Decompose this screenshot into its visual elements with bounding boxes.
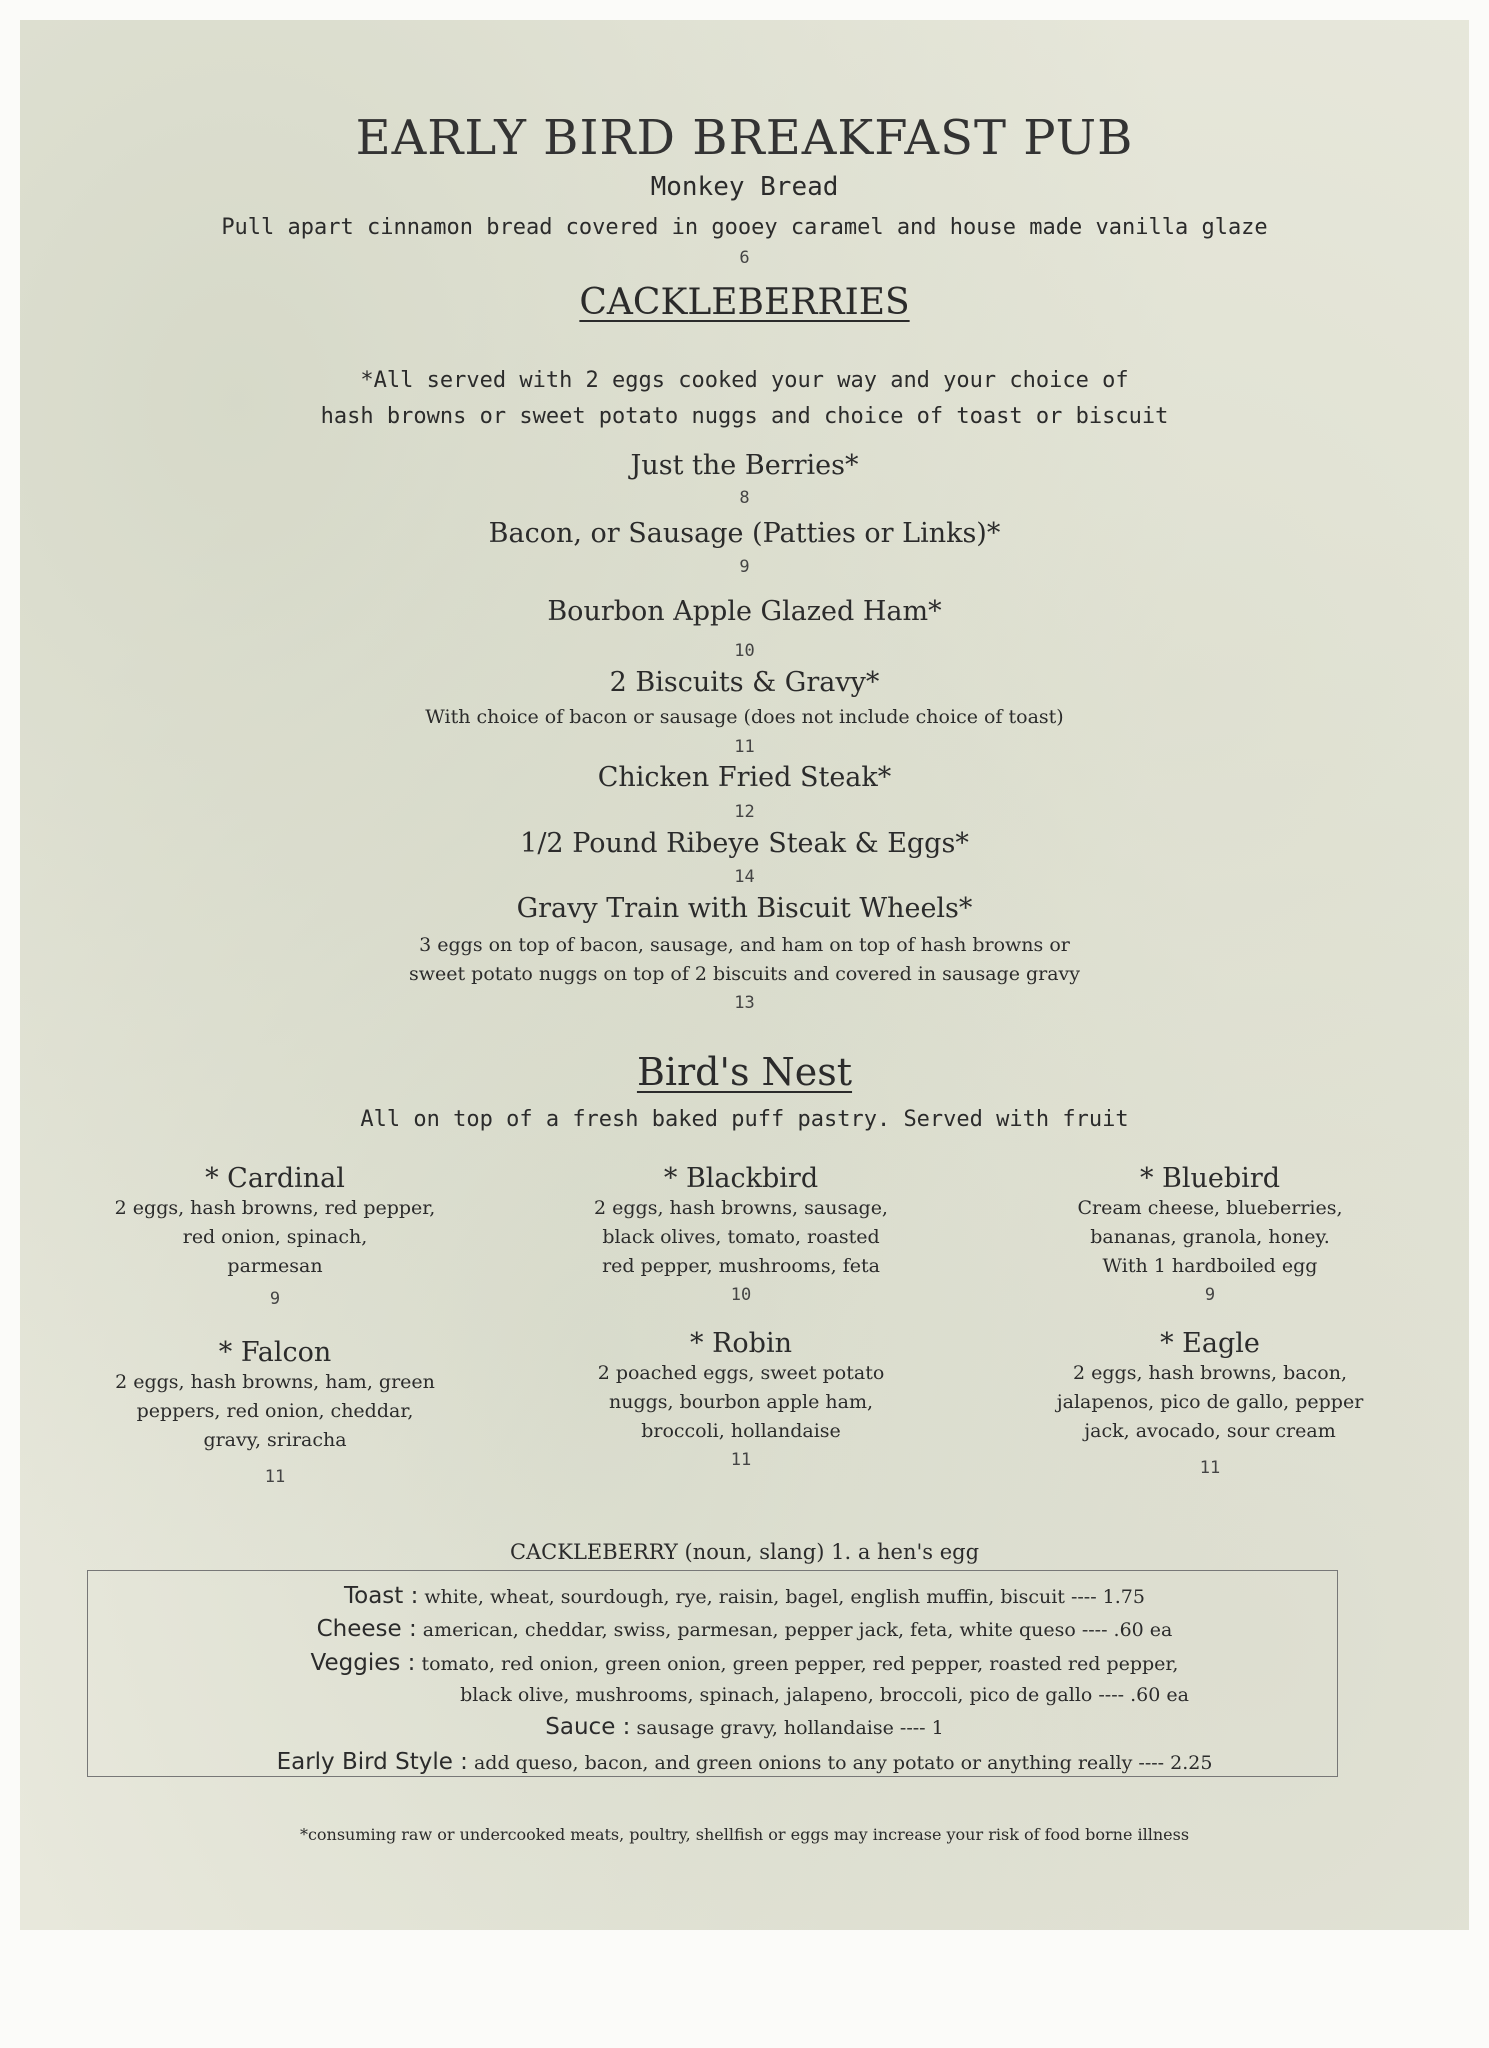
menu-item-price: 13 — [734, 993, 755, 1013]
nest-item-desc: 2 poached eggs, sweet potato — [597, 1362, 885, 1384]
feature-price: 6 — [739, 248, 750, 268]
menu-item-price: 12 — [734, 802, 755, 822]
sides-label: Veggies : — [310, 1650, 416, 1676]
nest-item-desc: 2 eggs, hash browns, bacon, — [1073, 1362, 1347, 1384]
menu-item-name: Bacon, or Sausage (Patties or Links)* — [488, 518, 1001, 549]
menu-item-name: 1/2 Pound Ribeye Steak & Eggs* — [520, 828, 969, 859]
sides-text: black olive, mushrooms, spinach, jalapeno, broccoli, pico de gallo ---- .60 ea — [460, 1684, 1189, 1706]
cackleberries-note: hash browns or sweet potato nuggs and choice of toast or biscuit — [320, 404, 1169, 429]
nest-item-desc: black olives, tomato, roasted — [602, 1226, 880, 1248]
cackleberries-note: *All served with 2 eggs cooked your way and your choice of — [360, 368, 1129, 393]
menu-item-description: sweet potato nuggs on top of 2 biscuits and covered in sausage gravy — [408, 963, 1081, 985]
nest-item-desc: 2 eggs, hash browns, ham, green — [115, 1371, 435, 1393]
nest-item-desc: Cream cheese, blueberries, — [1077, 1197, 1343, 1219]
nest-item-desc: red onion, spinach, — [182, 1226, 368, 1248]
menu-item-price: 11 — [734, 737, 755, 757]
nest-item-price: 11 — [1199, 1458, 1221, 1478]
sides-text: tomato, red onion, green onion, green pepper, red pepper, roasted red pepper, — [421, 1653, 1179, 1675]
nest-item-desc: With 1 hardboiled egg — [1102, 1255, 1318, 1277]
nest-item-desc: jalapenos, pico de gallo, pepper — [1056, 1391, 1364, 1413]
nest-item-name: * Cardinal — [205, 1163, 345, 1194]
sides-label: Toast : — [343, 1583, 419, 1609]
nest-item-desc: 2 eggs, hash browns, sausage, — [594, 1197, 888, 1219]
disclaimer: *consuming raw or undercooked meats, poultry, shellfish or eggs may increase your risk of food borne illness — [299, 1825, 1190, 1844]
nest-item-name: * Robin — [690, 1328, 792, 1359]
nest-item-robin — [531, 1328, 951, 1470]
menu-item-name: 2 Biscuits & Gravy* — [609, 667, 880, 698]
nest-item-cardinal — [65, 1163, 485, 1309]
sides-row-veggies — [0, 1650, 1489, 1676]
nest-item-price: 9 — [1204, 1285, 1216, 1305]
menu-item-price: 14 — [734, 867, 755, 887]
menu-item-price: 10 — [734, 641, 755, 661]
menu-item-description: 3 eggs on top of bacon, sausage, and ham on top of hash browns or — [419, 934, 1070, 956]
nest-item-bluebird — [1000, 1163, 1420, 1305]
nest-item-name: * Eagle — [1160, 1328, 1260, 1359]
nest-item-desc: nuggs, bourbon apple ham, — [608, 1391, 874, 1413]
nest-item-price: 9 — [269, 1289, 281, 1309]
menu-item-price: 9 — [739, 557, 750, 577]
nest-item-blackbird — [531, 1163, 951, 1305]
nest-item-desc: peppers, red onion, cheddar, — [136, 1400, 414, 1422]
nest-item-falcon — [65, 1337, 485, 1487]
nest-item-desc: jack, avocado, sour cream — [1084, 1420, 1336, 1442]
nest-item-desc: red pepper, mushrooms, feta — [602, 1255, 880, 1277]
menu-item-name: Bourbon Apple Glazed Ham* — [547, 596, 942, 627]
sides-text: sausage gravy, hollandaise ---- 1 — [636, 1717, 944, 1739]
sides-row-sauce — [0, 1714, 1489, 1740]
sides-label: Cheese : — [316, 1616, 417, 1642]
cackleberry-definition: CACKLEBERRY (noun, slang) 1. a hen's egg — [509, 1540, 980, 1564]
sides-label: Early Bird Style : — [276, 1749, 468, 1775]
menu-item-name: Chicken Fried Steak* — [597, 762, 892, 793]
menu-item-price: 8 — [739, 488, 750, 508]
sides-row-cheese — [0, 1616, 1489, 1642]
sides-row-early-bird-style — [0, 1749, 1489, 1775]
cackleberries-heading: CACKLEBERRIES — [579, 282, 910, 323]
sides-text: add queso, bacon, and green onions to any potato or anything really ---- 2.25 — [473, 1752, 1213, 1774]
menu-item-name: Just the Berries* — [630, 450, 859, 481]
birds-nest-subtitle: All on top of a fresh baked puff pastry. Served with fruit — [360, 1107, 1129, 1132]
nest-item-name: * Bluebird — [1139, 1163, 1281, 1194]
nest-item-desc: bananas, granola, honey. — [1090, 1226, 1330, 1248]
feature-description: Pull apart cinnamon bread covered in gooey caramel and house made vanilla glaze — [221, 215, 1268, 240]
nest-item-price: 10 — [730, 1285, 752, 1305]
nest-item-eagle — [1000, 1328, 1420, 1478]
nest-item-price: 11 — [264, 1467, 286, 1487]
page-title: EARLY BIRD BREAKFAST PUB — [355, 110, 1134, 166]
nest-item-desc: broccoli, hollandaise — [641, 1420, 841, 1442]
nest-item-desc: gravy, sriracha — [203, 1429, 347, 1451]
birds-nest-heading: Bird's Nest — [636, 1050, 853, 1094]
nest-item-name: * Falcon — [218, 1337, 332, 1368]
nest-item-desc: 2 eggs, hash browns, red pepper, — [114, 1197, 436, 1219]
sides-row-toast — [0, 1583, 1489, 1609]
nest-item-price: 11 — [730, 1450, 752, 1470]
sides-label: Sauce : — [545, 1714, 631, 1740]
menu-item-description: With choice of bacon or sausage (does not include choice of toast) — [425, 706, 1064, 728]
nest-item-name: * Blackbird — [663, 1163, 819, 1194]
menu-item-name: Gravy Train with Biscuit Wheels* — [516, 893, 973, 924]
sides-row-veggies-cont — [80, 1684, 1489, 1706]
nest-item-desc: parmesan — [227, 1255, 323, 1277]
sides-text: white, wheat, sourdough, rye, raisin, bagel, english muffin, biscuit ---- 1.75 — [424, 1586, 1145, 1608]
feature-name: Monkey Bread — [650, 172, 839, 202]
sides-text: american, cheddar, swiss, parmesan, pepper jack, feta, white queso ---- .60 ea — [422, 1619, 1173, 1641]
